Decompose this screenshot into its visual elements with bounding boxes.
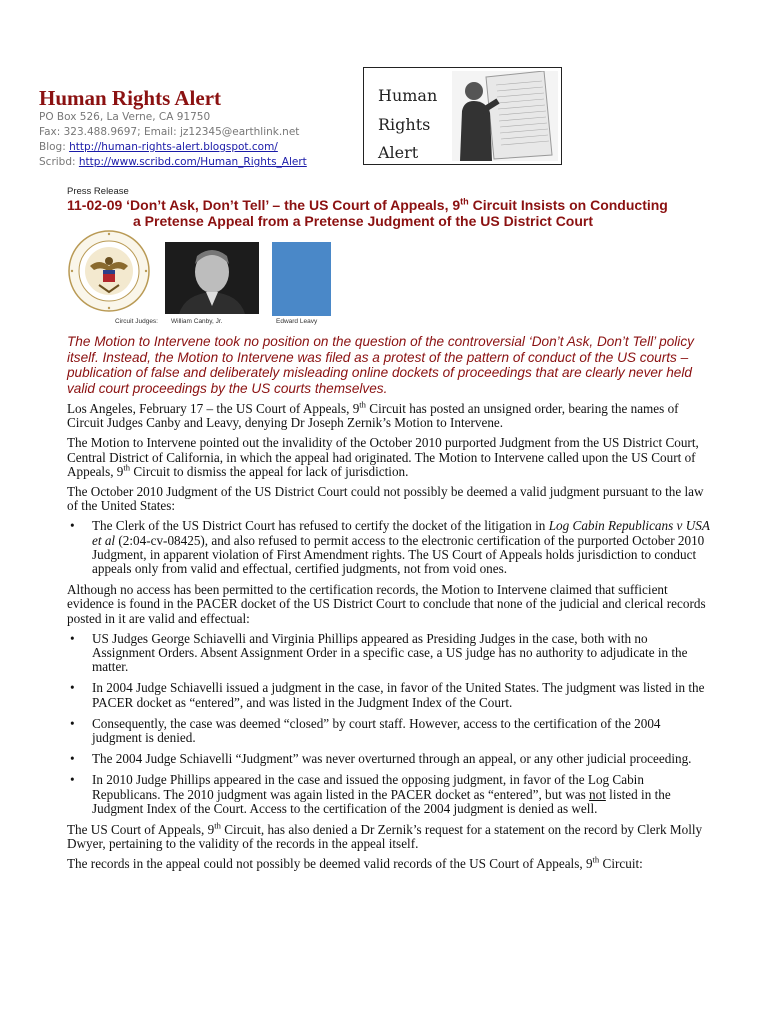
text-run: Circuit has posted an unsigned order, bearing the names of Circuit Judges Canby and Leavy, denying Dr Joseph Zernik’s Motion to Intervene. xyxy=(67,401,679,431)
judge-photo-placeholder xyxy=(272,242,331,316)
list-item xyxy=(92,773,712,816)
blog-link[interactable]: http://human-rights-alert.blogspot.com/ xyxy=(69,141,278,153)
headline-part-2: Circuit Insists on Conducting xyxy=(468,197,668,213)
list-item: • In 2004 Judge Schiavelli issued a judgment in the case, in favor of the United States. The judgment was listed in the PACER docket as “entered”, and was listed in the Judgment Index of the Court. xyxy=(92,681,712,709)
bullet-list xyxy=(67,632,712,816)
paragraph xyxy=(67,436,712,479)
bullet-list xyxy=(67,519,712,576)
paragraph: Although no access has been permitted to the certification records, the Motion to Intervene claimed that sufficient evidence is found in the PACER docket of the US District Court to conclude that none of the judicial and clerical records posted in it are valid and effectual: xyxy=(67,582,706,626)
blog-label: Blog: xyxy=(39,141,70,153)
ordinal-suffix: th xyxy=(359,399,366,410)
logo-box xyxy=(363,67,562,165)
ordinal-suffix: th xyxy=(214,820,221,831)
org-name: Human Rights Alert xyxy=(39,86,222,110)
caption-judge-canby: William Canby, Jr. xyxy=(171,318,223,325)
ordinal-suffix: th xyxy=(123,462,131,473)
headline-date: 11-02-09 xyxy=(67,197,127,213)
caption-circuit-judges: Circuit Judges: xyxy=(115,318,158,325)
paragraph xyxy=(67,820,712,852)
logo-word-3: Alert xyxy=(378,143,419,162)
text-run: listed in the Judgment Index of the Court. Access to the certification of the 2004 judgment is denied as well. xyxy=(92,786,671,816)
lead-paragraph: The Motion to Intervene took no position on the question of the controversial ‘Don’t Ask, Don’t Tell’ policy itself. Instead, the Motion to Intervene was filed as a protest of the pattern of conduct of the US courts – publication of false and deliberately misleading online dockets of proceedings that are clearly never held valid court proceedings by the US courts themselves. xyxy=(67,334,694,396)
blog-line xyxy=(39,141,278,153)
ordinal-suffix: th xyxy=(592,855,600,866)
article-body xyxy=(67,399,712,878)
portrait-figure xyxy=(165,242,259,314)
text-run: Circuit, has also denied a Dr Zernik’s request for a statement on the record by Clerk Molly Dwyer, pertaining to the validity of the records in the appeal itself. xyxy=(67,822,703,852)
text-run: Circuit: xyxy=(599,856,643,872)
text-run: (2:04-cv-08425), and also refused to permit access to the electronic certification of the purported October 2010 Judgment, in apparent violation of First Amendment rights. The US Court of Appeals holds jurisdiction to conduct appeals only from valid and effectual, certified judgments, not from void ones. xyxy=(92,532,705,577)
list-item: • The 2004 Judge Schiavelli “Judgment” was never overturned through an appeal, or any other judicial proceeding. xyxy=(92,752,712,766)
text-run: In 2010 Judge Phillips appeared in the case and issued the opposing judgment, in favor of the Log Cabin Republicans. The 2010 judgment was again listed in the PACER docket as “entered”, but was xyxy=(92,772,644,802)
press-release-label: Press Release xyxy=(67,186,129,197)
headline-part-1: ‘Don’t Ask, Don’t Tell’ – the US Court of Appeals, 9 xyxy=(126,197,461,213)
address: PO Box 526, La Verne, CA 91750 xyxy=(39,111,211,123)
underlined-word: not xyxy=(589,786,606,802)
scribd-link[interactable]: http://www.scribd.com/Human_Rights_Alert xyxy=(78,156,307,168)
logo-word-1: Human xyxy=(378,86,438,105)
text-run: Los Angeles, February 17 – the US Court of Appeals, 9 xyxy=(67,401,360,416)
text-run: The US Court of Appeals, 9 xyxy=(67,822,215,838)
court-seal-icon xyxy=(68,230,150,312)
headline-line-2: a Pretense Appeal from a Pretense Judgment of the US District Court xyxy=(133,213,594,229)
scribd-label: Scribd: xyxy=(39,156,79,168)
paragraph: The October 2010 Judgment of the US District Court could not possibly be deemed a valid judgment pursuant to the law of the United States: xyxy=(67,484,704,514)
headline-ordinal: th xyxy=(460,196,469,207)
text-run: The records in the appeal could not possibly be deemed valid records of the US Court of Appeals, 9 xyxy=(67,856,593,872)
text-run: The Clerk of the US District Court has refused to certify the docket of the litigation in xyxy=(92,518,549,534)
text-run: Circuit to dismiss the appeal for lack of jurisdiction. xyxy=(130,463,409,479)
paragraph xyxy=(67,399,712,431)
caption-judge-leavy: Edward Leavy xyxy=(276,318,318,325)
list-item: • US Judges George Schiavelli and Virginia Phillips appeared as Presiding Judges in the case, both with no Assignment Orders. Absent Assignment Order in a specific case, a US judge has no authority to adjudicate in the matter. xyxy=(92,632,712,675)
list-item xyxy=(92,519,712,576)
headline xyxy=(67,197,707,229)
judge-photo-canby xyxy=(165,242,259,314)
case-name: Log Cabin Republicans v USA et al xyxy=(92,518,710,548)
paragraph xyxy=(67,857,712,871)
scribd-line xyxy=(39,156,307,168)
list-item: • Consequently, the case was deemed “closed” by court staff. However, access to the certification of the 2004 judgment is denied. xyxy=(92,717,712,745)
logo-word-2: Rights xyxy=(378,115,431,134)
text-run: The Motion to Intervene pointed out the invalidity of the October 2010 purported Judgment from the US District Court, Central District of California, in which the appeal had originated. The Motion to Intervene called upon the US Court of Appeals, 9 xyxy=(67,435,699,479)
fax-email: Fax: 323.488.9697; Email: jz12345@earthlink.net xyxy=(39,126,300,138)
logo-photo-figure-holding-document xyxy=(452,71,558,161)
